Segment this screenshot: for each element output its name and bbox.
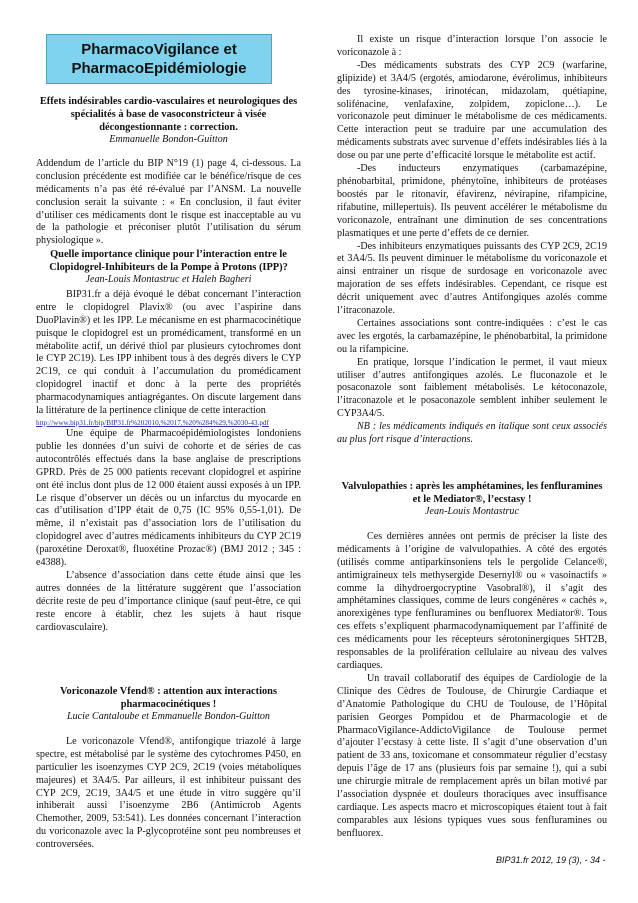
article-title: Valvulopathies : après les amphétamines, les fenfluramines et le Mediator®, l’ecstasy ! [341,481,603,505]
article-author: Emmanuelle Bondon-Guitton [109,134,228,145]
article-paragraph: Certaines associations sont contre-indiquées : c’est le cas avec les ergotés, la carbamazépine, le phénobarbital, la primidone ou la rifampicine. [337,317,607,355]
article-paragraph: -Des inducteurs enzymatiques (carbamazépine, phénobarbital, primidone, phénytoïne, inhibiteurs de protéases boostés par le ritonavir, éfavirenz, névirapine, rifampicine, rifabutine, millepertuis). Ils peuvent accélérer le métabolisme du voriconazole, entraînant une diminution de ses concentrations plasmatiques et une perte d’effets de ce dernier. [337,163,607,239]
article-paragraph: BIP31.fr a déjà évoqué le débat concernant l’interaction entre le clopidogrel Plavix® (ou avec l’aspirine dans DuoPlavin®) et les IPP. Le mécanisme en est pharmacocinétique puisque le clopidogrel est un promédicament, transformé en un métabolite actif, un dérivé thiol par plusieurs cytochromes dont le CYP 2C19). Les IPP inhibent tous à des degrés divers le CYP 2C19, ce qui conduit à l’accumulation du promédicament clopidogrel inactif et donc à la perte des propriétés pharmacodynamiques antiagrégantes. On discute largement dans la littérature de la pertinence clinique de cette interaction [36,288,301,417]
banner-line-1: PharmacoVigilance et [81,41,237,58]
section-banner [46,34,272,84]
article-paragraph: Il existe un risque d’interaction lorsque l’on associe le voriconazole à : [337,34,607,58]
article-valvulopathies [337,480,607,841]
article-note: NB : les médicaments indiqués en italique sont ceux associés au plus fort risque d’interactions. [337,421,607,446]
reference-link[interactable]: http://www.bip31.fr/bip/BIP31.fr%202010,%2017,%20%284%29,%2030-43.pdf [36,418,269,427]
article-paragraph: Une équipe de Pharmacoépidémiologistes londoniens publie les données d’un suivi de cohorte et de séries de cas autocontrôlés effectués dans la base anglaise de prescriptions GPRD. Près de 25 000 patients recevant clopidogrel et aspirine ont été inclus dont plus de 12 000 étaient aussi exposés à un IPP. Le risque d’observer un décès ou un infarctus du myocarde en cas d’utilisation d’IPP était de 0,75 (IC 95% 0,55-1,01). De même, il n’existait pas d’association lors de l’utilisation du clopidogrel avec d’autres médicaments inhibiteurs du CYP 2C19 (paroxétine Deroxat®, fluoxétine Prozac®) (BMJ 2012 ; 345 : e4388). [36,427,301,569]
banner-line-2: PharmacoEpidémiologie [71,60,247,77]
voriconazole-continued [337,34,607,447]
article-paragraph: Ces dernières années ont permis de préciser la liste des médicaments à l’origine de valvulopathies. A côté des ergotés (utilisés comme antiparkinsoniens tels le pergolide Celance®, antimigraineux tels methysergide Desernyl® ou « vasoinactifs » comme la dihydroergocryptine Vasobral®), il s’agit des amphétamines classiques, comme de leurs congénères « cachés », anorexigènes type fenfluramines ou benfluorex Mediator®. Tous ces effets s’expliquent pharmacodynamiquement par l’affinité de ces médicaments pour les récepteurs sérotoninergiques 5HT2B, responsables de la prolifération cellulaire au niveau des valves cardiaques. [337,530,607,671]
article-paragraph: -Des médicaments substrats des CYP 2C9 (warfarine, glipizide) et 3A4/5 (ergotés, amiodarone, évérolimus, inhibiteurs des tyrosine-kinases, irinotécan, midazolam, quétiapine, solifénacine, venlafaxine, zolpidem, zopiclone…). Le voriconazole peut diminuer le métabolisme de ces médicaments. Cette interaction peut se traduire par une accumulation des médicaments substrats avec survenue d’effets indésirables liés à la dose ou par une perte d’efficacité lorsque le métabolite est actif. [337,59,607,162]
article-vasoconstricteur [36,95,301,248]
article-title: Voriconazole Vfend® : attention aux interactions pharmacocinétiques ! [59,686,277,710]
article-voriconazole [36,685,301,852]
article-title: Effets indésirables cardio-vasculaires et neurologiques des spécialités à base de vasoconstricteur à visée décongestionnante : correction. [39,96,298,133]
article-paragraph: Addendum de l’article du BIP N°19 (1) page 4, ci-dessous. La conclusion précédente est modifiée car le bénéfice/risque de ces médicaments n’a pas été ré-évalué par l’ANSM. La nouvelle conclusion serait la suivante : « En conclusion, il faut éviter d’utiliser ces médicaments dont le risque est inacceptable au vu de la pathologie et préconiser plutôt l’utilisation du sérum physiologique ». [36,157,301,247]
article-title: Quelle importance clinique pour l’interaction entre le Clopidogrel-Inhibiteurs de la Pompe à Protons (IPP)? [49,249,288,273]
article-paragraph: En pratique, lorsque l’indication le permet, il vaut mieux utiliser d’autres antifongiques azolés. Le fluconazole et le posaconazole sont faiblement métabolisés. Le kétoconazole, l’itraconazole et le posaconazole semblent inhiber seulement le CYP3A4/5. [337,356,607,420]
article-clopidogrel [36,248,301,634]
article-paragraph: Un travail collaboratif des équipes de Cardiologie de la Clinique des Cèdres de Toulouse, de Chirurgie Cardiaque et d’Anatomie Pathologique du CHU de Toulouse, de l’Hôpital parisien Georges Pompidou et de Pharmacologie et de PharmacoVigilance-AddictoVigilance de Toulouse permet d’ajouter l’ecstasy à cette liste. Il s’agit d’une observation d’un patient de 33 ans, toxicomane et consommateur régulier d’ecstasy depuis l’âge de 17 ans (plusieurs fois par semaine !), qui a subi une chirurgie mitrale de remplacement après un bilan motivé par l’association dyspnée et douleurs thoraciques avec insuffisance cardiaque. Les aspects macro et microscopiques étaient tout à fait comparables aux lésions typiques vues sous fenfluramines ou benfluorex. [337,672,607,839]
article-paragraph: -Des inhibiteurs enzymatiques puissants des CYP 2C9, 2C19 et 3A4/5. Ils peuvent diminuer le métabolisme du voriconazole et ainsi entrainer un risque de surdosage en voriconazole avec majoration de ses effets indésirables. Cependant, ce risque est décrit uniquement avec d’autres Antifongiques azolés comme l’itraconazole. [337,240,607,317]
page-footer: BIP31.fr 2012, 19 (3), - 34 - [496,855,606,865]
article-author: Jean-Louis Montastruc [425,506,519,517]
article-paragraph: Le voriconazole Vfend®, antifongique triazolé à large spectre, est métabolisé par le système des cytochromes P450, en particulier les isoenzymes CYP 2C9, 2C19 (voies métaboliques majeures) et 3A4/5. Par ailleurs, il est inhibiteur puissant des CYP 2C9, 2C19, 3A4/5 et une étude in vitro suggère qu’il inhiberait aussi l’isoenzyme 2B6 (Antimicrob Agents Chemother, 2009, 53:541). Les données concernant l’interaction du voriconazole avec la P-glycoprotéine sont peu nombreuses et controversées. [36,735,301,851]
article-author: Lucie Cantaloube et Emmanuelle Bondon-Guitton [67,711,270,722]
article-paragraph: L’absence d’association dans cette étude ainsi que les autres données de la littérature suggèrent que l’association décrite reste de peu d’importance clinique (sauf peut-être, ce qui reste encore à établir, chez les sujets à haut risque cardiovasculaire). [36,569,301,633]
article-author: Jean-Louis Montastruc et Haleh Bagheri [85,274,252,285]
